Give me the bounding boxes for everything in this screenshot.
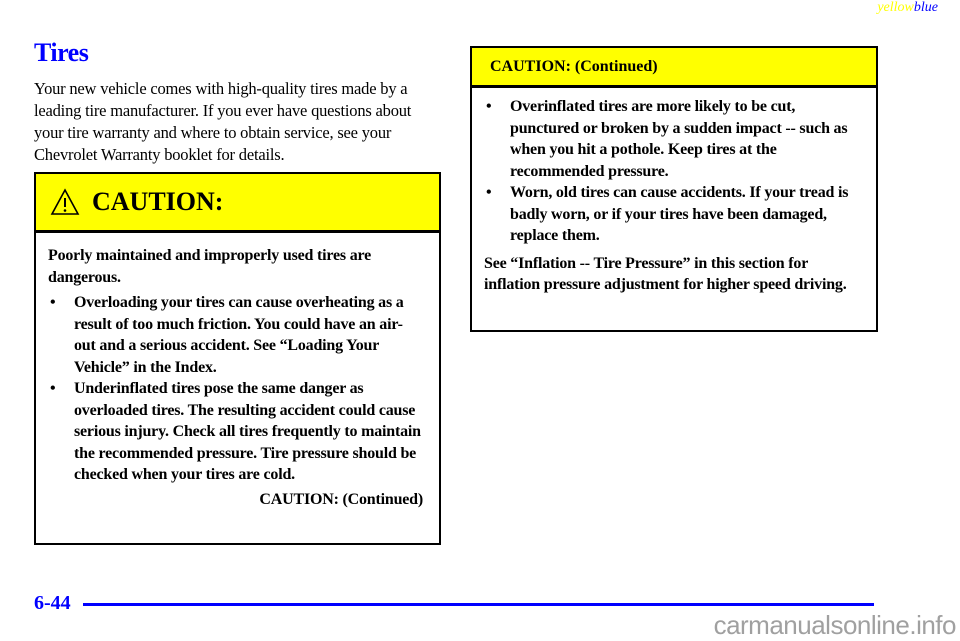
page-title: Tires [34,38,89,67]
list-item-text: Overinflated tires are more likely to be cut, punctured or broken by a sudden impact -- such as when you hit a pothole. Keep tires at the recommended pressure. [510,98,848,180]
watermark: carmanualsonline.info [713,610,956,640]
caution-lead: Poorly maintained and improperly used tires are dangerous. [48,247,372,286]
color-header [877,0,938,16]
list-item [484,96,860,182]
list-item-text: Worn, old tires can cause accidents. If your tread is badly worn, or if your tires have been damaged, replace them. [510,184,849,244]
list-item [484,182,860,247]
caution-box [34,172,441,545]
caution-continued: CAUTION: (Continued) [259,490,423,508]
header-yellow: yellow [877,0,914,15]
caution-continued-header: CAUTION: (Continued) [472,48,876,88]
list-item-text: Underinflated tires pose the same danger as overloaded tires. The resulting accident could cause serious injury. Check all tires frequently to maintain the recommended pressure. Tire pressure should be checked when your tires are cold. [74,380,421,483]
bullet-icon: • [486,98,492,115]
footer-rule [83,603,874,606]
bullet-icon: • [50,380,56,397]
caution-header [36,174,439,233]
warning-triangle-icon [50,188,80,216]
caution-continued-box [470,46,878,332]
caution-heading: CAUTION: [92,187,224,216]
list-item [48,292,423,378]
list-item-text: Overloading your tires can cause overheating as a result of too much friction. You could have an air-out and a serious accident. See “Loading Your Vehicle” in the Index. [74,294,404,376]
page-number: 6-44 [34,592,71,614]
bullet-icon: • [50,294,56,311]
intro-paragraph: Your new vehicle comes with high-quality tires made by a leading tire manufacturer. If you ever have questions about your tire warranty and where to obtain service, see your Chevrolet Warranty booklet for details. [34,79,412,164]
bullet-icon: • [486,184,492,201]
list-item [48,378,423,486]
header-blue: blue [913,0,938,15]
caution-closing: See “Inflation -- Tire Pressure” in this section for inflation pressure adjustment for higher speed driving. [484,254,847,293]
